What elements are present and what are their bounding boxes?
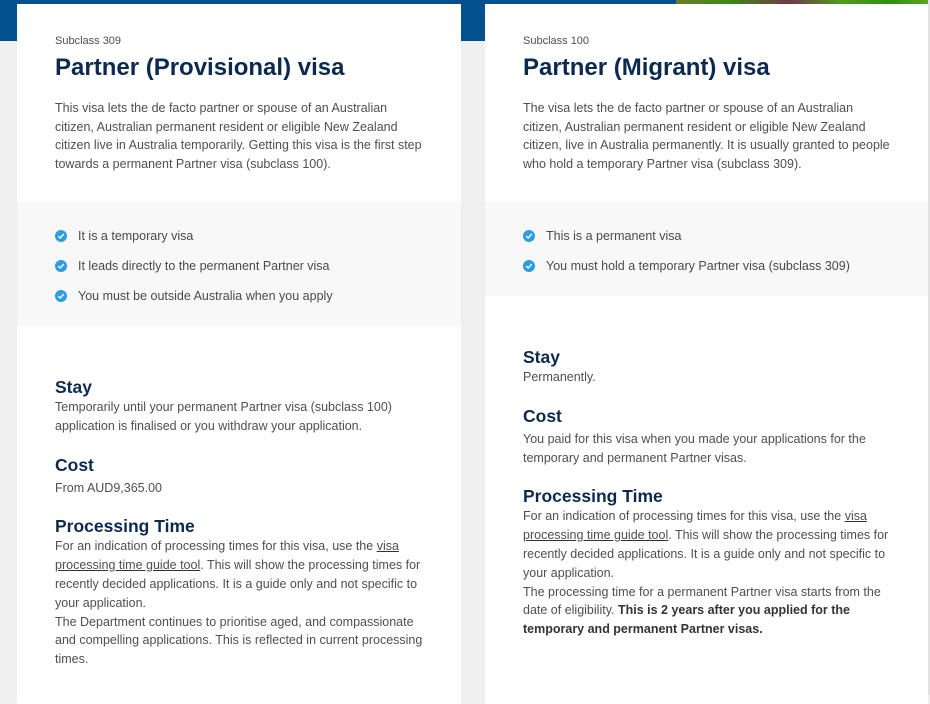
processing-text-post: . This will show the processing times for recently decided applications. It is a guide only and not specific to your application. [55, 558, 421, 610]
feature-text: You must be outside Australia when you apply [78, 289, 333, 303]
processing-extra-text: The processing time for a permanent Partner visa starts from the date of eligibility. [523, 584, 881, 618]
subclass-label: Subclass 309 [55, 35, 122, 47]
processing-extra: The Department continues to prioritise aged, and compassionate and compelling applications. This is reflected in current processing times. [55, 614, 423, 667]
card-intro [17, 4, 461, 172]
feature-item [55, 221, 423, 251]
feature-list [17, 202, 461, 326]
processing-text-pre: For an indication of processing times for this visa, use the [55, 539, 377, 554]
visa-description: The visa lets the de facto partner or spouse of an Australian citizen, Australian permanent resident or eligible New Zealand citizen, live in Australia permanently. It is usually granted to people who hold a temporary Partner visa (subclass 309). [523, 101, 890, 172]
cost-heading: Cost [55, 454, 94, 475]
visa-card-100 [485, 4, 928, 704]
cost-section [55, 454, 423, 498]
processing-section [55, 515, 423, 669]
stay-text: Permanently. [523, 370, 596, 384]
cost-heading: Cost [523, 405, 562, 426]
processing-heading: Processing Time [55, 516, 195, 537]
feature-item [55, 251, 423, 281]
processing-extra [523, 583, 890, 639]
processing-extra-bold: This is 2 years after you applied for the temporary and permanent Partner visas. [523, 603, 850, 637]
check-circle-icon [55, 260, 67, 272]
cost-section [523, 405, 890, 468]
cost-text: From AUD9,365.00 [55, 480, 162, 495]
feature-text: You must hold a temporary Partner visa (subclass 309) [546, 259, 850, 273]
visa-card-309 [17, 4, 461, 704]
feature-text: It is a temporary visa [78, 229, 194, 243]
visa-title[interactable]: Partner (Provisional) visa [55, 54, 345, 81]
processing-text-post: . This will show the processing times for recently decided applications. It is a guide only and not specific to your application. [523, 528, 889, 580]
feature-list [485, 202, 928, 296]
processing-time-guide-link[interactable]: visa processing time guide tool [55, 539, 399, 573]
stay-section [523, 346, 890, 387]
processing-text [55, 537, 423, 612]
card-intro [485, 4, 928, 172]
card-details [17, 326, 461, 669]
feature-text: This is a permanent visa [546, 229, 682, 243]
processing-heading: Processing Time [523, 486, 663, 507]
processing-text [523, 507, 890, 582]
check-circle-icon [523, 230, 535, 242]
feature-text: It leads directly to the permanent Partner visa [78, 259, 330, 273]
feature-item [523, 221, 890, 251]
processing-text-pre: For an indication of processing times for this visa, use the [523, 509, 845, 524]
feature-item [55, 281, 423, 311]
check-circle-icon [55, 290, 67, 302]
check-circle-icon [523, 260, 535, 272]
subclass-label: Subclass 100 [523, 35, 590, 47]
stay-text: Temporarily until your permanent Partner visa (subclass 100) application is finalised or you withdraw your application. [55, 400, 392, 433]
stay-section [55, 376, 423, 436]
cost-text: You paid for this visa when you made your applications for the temporary and permanent Partner visas. [523, 431, 866, 465]
processing-section [523, 485, 890, 639]
feature-item [523, 251, 890, 281]
stay-heading: Stay [523, 347, 560, 367]
visa-description: This visa lets the de facto partner or spouse of an Australian citizen, Australian permanent resident or eligible New Zealand citizen live in Australia temporarily. Getting this visa is the first step towards a permanent Partner visa (subclass 100). [55, 101, 422, 172]
processing-time-guide-link[interactable]: visa processing time guide tool [523, 509, 867, 543]
card-details [485, 296, 928, 639]
stay-heading: Stay [55, 377, 92, 397]
check-circle-icon [55, 230, 67, 242]
visa-title[interactable]: Partner (Migrant) visa [523, 54, 770, 81]
